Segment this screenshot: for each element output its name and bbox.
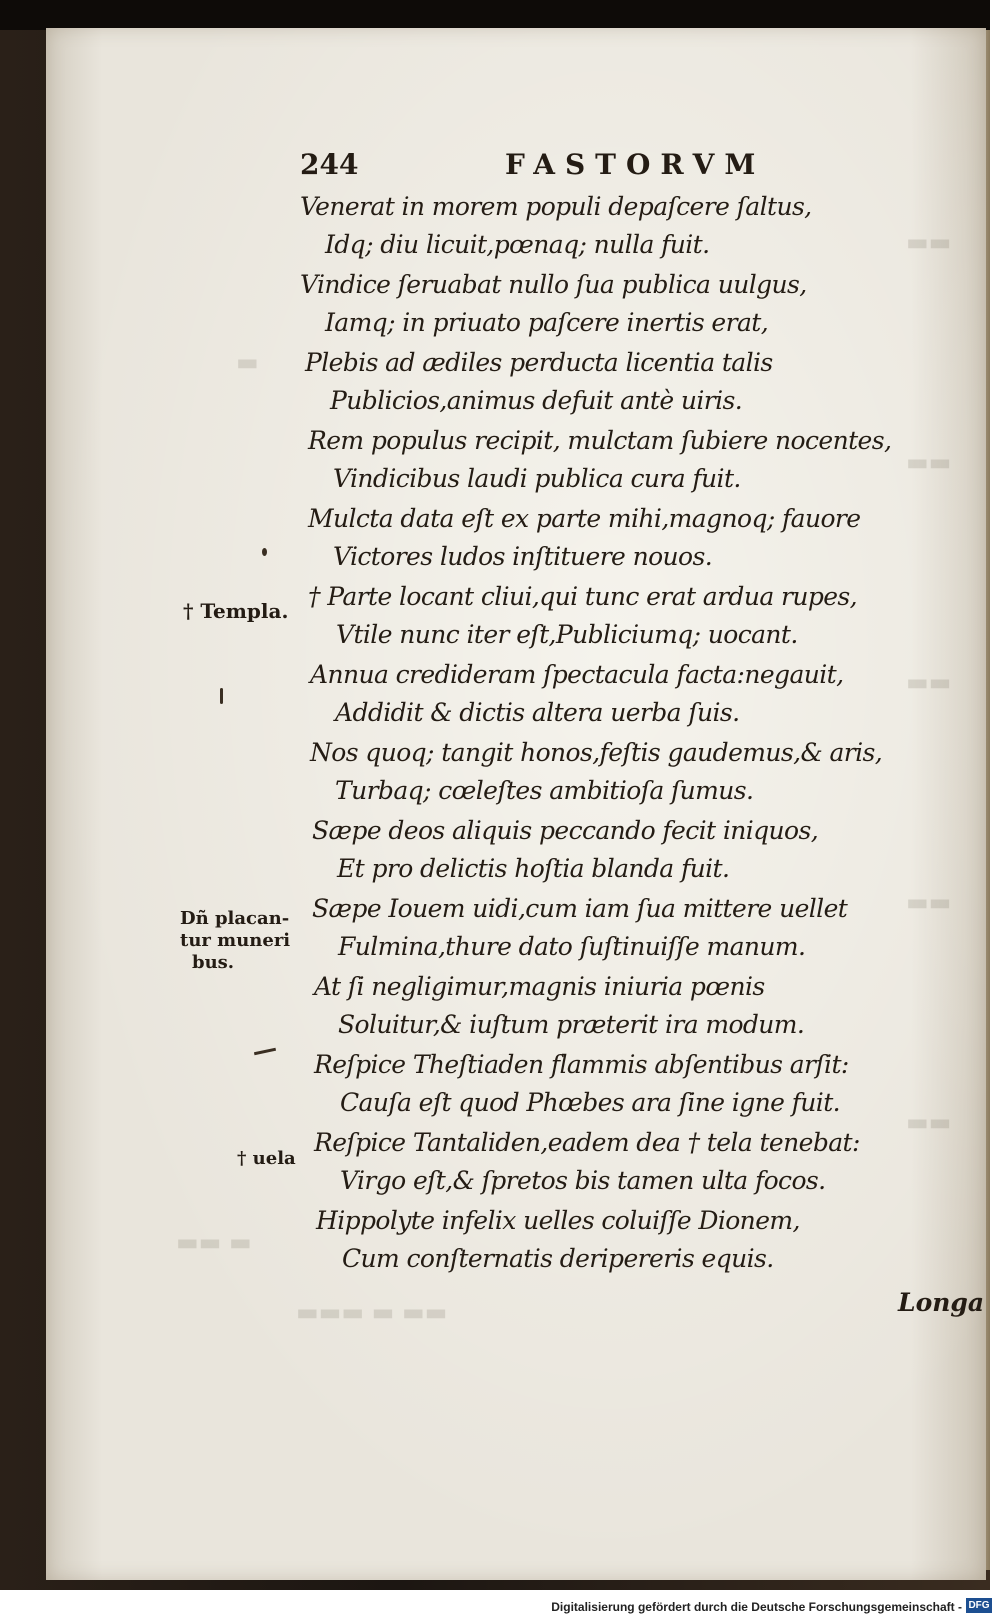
verse-line: Venerat in morem populi depaſcere ſaltus, — [300, 192, 812, 221]
margin-note-uela: † uela — [237, 1148, 296, 1169]
verse-line: Sæpe Iouem uidi,cum iam ſua mittere uellet — [312, 894, 848, 923]
running-title: FASTORVM — [505, 148, 766, 181]
verse-line: Addidit & dictis altera uerba ſuis. — [335, 698, 740, 727]
verse-line: Virgo eſt,& ſpretos bis tamen ulta focos. — [340, 1166, 826, 1195]
running-head — [300, 148, 800, 188]
verse-line: Plebis ad ædiles perducta licentia talis — [305, 348, 773, 377]
verse-line: Cauſa eſt quod Phœbes ara ſine igne fuit. — [340, 1088, 840, 1117]
verse-line: Sæpe deos aliquis peccando fecit iniquos, — [312, 816, 819, 845]
verse-line: Vindice ſeruabat nullo ſua publica uulgus, — [300, 270, 807, 299]
margin-note-placantur: tur muneri — [180, 930, 291, 951]
show-through-mark: ▬▬ — [906, 888, 952, 916]
verse-line: Et pro delictis hoſtia blanda fuit. — [337, 854, 730, 883]
ink-speck — [220, 688, 223, 704]
verse-line: Publicios,animus defuit antè uiris. — [330, 386, 743, 415]
verse-line: Rem populus recipit, mulctam ſubiere nocentes, — [308, 426, 892, 455]
verse-line: † Parte locant cliui,qui tunc erat ardua rupes, — [308, 582, 857, 611]
show-through-mark: ▬ — [236, 348, 259, 376]
margin-note-templa: † Templa. — [183, 599, 289, 623]
verse-line: Nos quoq; tangit honos,feſtis gaudemus,& aris, — [310, 738, 883, 767]
book-top-edge — [0, 0, 990, 30]
catchword: Longa — [898, 1288, 985, 1317]
verse-line: Turbaq; cœleſtes ambitioſa ſumus. — [335, 776, 754, 805]
verse-line: Vindicibus laudi publica cura fuit. — [333, 464, 741, 493]
show-through-mark: ▬▬▬ ▬ ▬▬ — [296, 1298, 448, 1326]
show-through-mark: ▬▬ — [906, 228, 952, 256]
verse-line: Fulmina,thure dato ſuſtinuiſſe manum. — [338, 932, 806, 961]
verse-line: Soluitur,& iuſtum præterit ira modum. — [338, 1010, 805, 1039]
verse-line: At ſi negligimur,magnis iniuria pœnis — [314, 972, 765, 1001]
ink-speck — [262, 548, 267, 556]
margin-note-placantur: Dñ placan- — [180, 908, 290, 929]
footer-credit: Digitalisierung gefördert durch die Deutsche Forschungsgemeinschaft - — [551, 1600, 962, 1614]
verse-line: Reſpice Theſtiaden flammis abſentibus arſit: — [314, 1050, 849, 1079]
verse-line: Reſpice Tantaliden,eadem dea † tela tenebat: — [314, 1128, 860, 1157]
verse-line: Vtile nunc iter eſt,Publiciumq; uocant. — [336, 620, 798, 649]
show-through-mark: ▬▬ — [906, 448, 952, 476]
verse-line: Annua credideram ſpectacula facta:negauit, — [310, 660, 844, 689]
verse-line: Victores ludos inſtituere nouos. — [333, 542, 713, 571]
verse-line: Hippolyte infelix uelles coluiſſe Dionem, — [316, 1206, 800, 1235]
show-through-mark: ▬▬ ▬ — [176, 1228, 252, 1256]
verse-line: Mulcta data eſt ex parte mihi,magnoq; fauore — [308, 504, 861, 533]
show-through-mark: ▬▬ — [906, 668, 952, 696]
verse-line: Iamq; in priuato paſcere inertis erat, — [325, 308, 769, 337]
page-number: 244 — [300, 148, 359, 181]
dfg-logo: DFG — [966, 1598, 992, 1613]
verse-line: Idq; diu licuit,pœnaq; nulla fuit. — [325, 230, 710, 259]
margin-note-placantur: bus. — [192, 952, 235, 973]
show-through-mark: ▬▬ — [906, 1108, 952, 1136]
verse-line: Cum conſternatis deripereris equis. — [342, 1244, 774, 1273]
